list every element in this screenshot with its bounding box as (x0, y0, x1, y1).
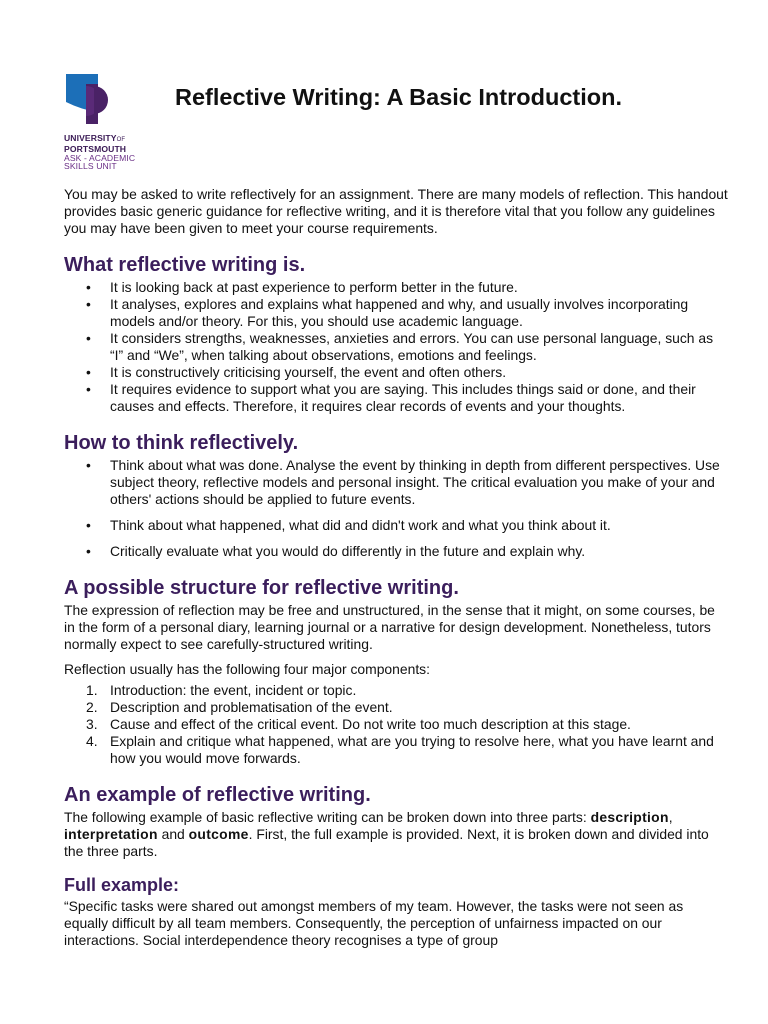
term-outcome: outcome (188, 826, 249, 842)
section-heading-what: What reflective writing is. (64, 254, 306, 276)
numbered-item (64, 682, 728, 699)
numbered-item (64, 716, 728, 733)
numbered-item (64, 699, 728, 716)
item-text: Description and problematisation of the event. (110, 699, 393, 715)
logo-line-of: OF (116, 137, 126, 143)
item-text: Cause and effect of the critical event. Do not write too much description at this stage. (110, 716, 631, 732)
logo-line-portsmouth: PORTSMOUTH (64, 143, 127, 154)
list-item: • It is looking back at past experience to perform better in the future. (64, 279, 728, 296)
term-description: description (590, 809, 669, 825)
document-body (64, 186, 728, 957)
example-text-end: . First, the full example is provided. Next, it is broken down and divided into the three parts. (64, 826, 709, 859)
separator: , (668, 809, 673, 825)
section-heading-structure: A possible structure for reflective writing. (64, 577, 459, 599)
section-heading-example: An example of reflective writing. (64, 784, 371, 806)
item-text: Explain and critique what happened, what are you trying to resolve here, what you have learnt and how you would move forwards. (110, 733, 714, 766)
list-item: • It is constructively criticising yourself, the event and often others. (64, 364, 728, 381)
item-number: 1. (86, 682, 98, 698)
logo-mark-icon (64, 72, 148, 132)
structure-paragraph: The expression of reflection may be free and unstructured, in the sense that it might, on some courses, be in the form of a personal diary, learning journal or a narrative for design development. Nonetheless, tutors normally expect to see carefully-structured writing. (64, 602, 715, 652)
components-intro: Reflection usually has the following four major components: (64, 661, 430, 677)
example-text-start: The following example of basic reflective writing can be broken down into three parts: (64, 809, 591, 825)
page-title: Reflective Writing: A Basic Introduction. (175, 84, 622, 110)
item-number: 4. (86, 733, 98, 749)
how-list (64, 457, 728, 560)
what-list (64, 279, 728, 415)
numbered-item (64, 733, 728, 767)
intro-paragraph: You may be asked to write reflectively for an assignment. There are many models of reflection. This handout provides basic generic guidance for reflective writing, and it is therefore vital that you follow any guidelines you may have been given to meet your course requirements. (64, 186, 728, 236)
section-heading-full-example: Full example: (64, 875, 180, 895)
full-example-paragraph: “Specific tasks were shared out amongst members of my team. However, the tasks were not seen as equally difficult by all team members. Consequently, the perception of unfairness impacted on our interactions. Social interdependence theory recognises a type of group (64, 898, 684, 948)
term-interpretation: interpretation (64, 826, 158, 842)
example-paragraph (64, 809, 728, 860)
item-number: 3. (86, 716, 98, 732)
item-number: 2. (86, 699, 98, 715)
university-logo (64, 72, 148, 180)
list-item: • Critically evaluate what you would do differently in the future and explain why. (64, 543, 728, 560)
logo-line-university: UNIVERSITY (64, 133, 117, 143)
section-heading-how: How to think reflectively. (64, 432, 299, 454)
list-item: • Think about what happened, what did and didn't work and what you think about it. (64, 517, 728, 534)
logo-line-ask: ASK - ACADEMIC (64, 152, 136, 163)
logo-wordmark (64, 134, 135, 171)
list-item: • It considers strengths, weaknesses, anxieties and errors. You can use personal language, such as “I” and “We”, when talking about observations, emotions and feelings. (64, 330, 728, 364)
components-list (64, 682, 728, 767)
list-item: • It analyses, explores and explains what happened and why, and usually involves incorporating models and/or theory. For this, you should use academic language. (64, 296, 728, 330)
list-item: • Think about what was done. Analyse the event by thinking in depth from different perspectives. Use subject theory, reflective models and personal insight. The critical evaluation you make of your and others' actions should be applied to future events. (64, 457, 728, 508)
item-text: Introduction: the event, incident or topic. (110, 682, 357, 698)
logo-line-skills: SKILLS UNIT (64, 161, 117, 172)
separator: and (157, 826, 189, 842)
list-item: • It requires evidence to support what you are saying. This includes things said or done, and their causes and effects. Therefore, it requires clear records of events and your thoughts. (64, 381, 728, 415)
